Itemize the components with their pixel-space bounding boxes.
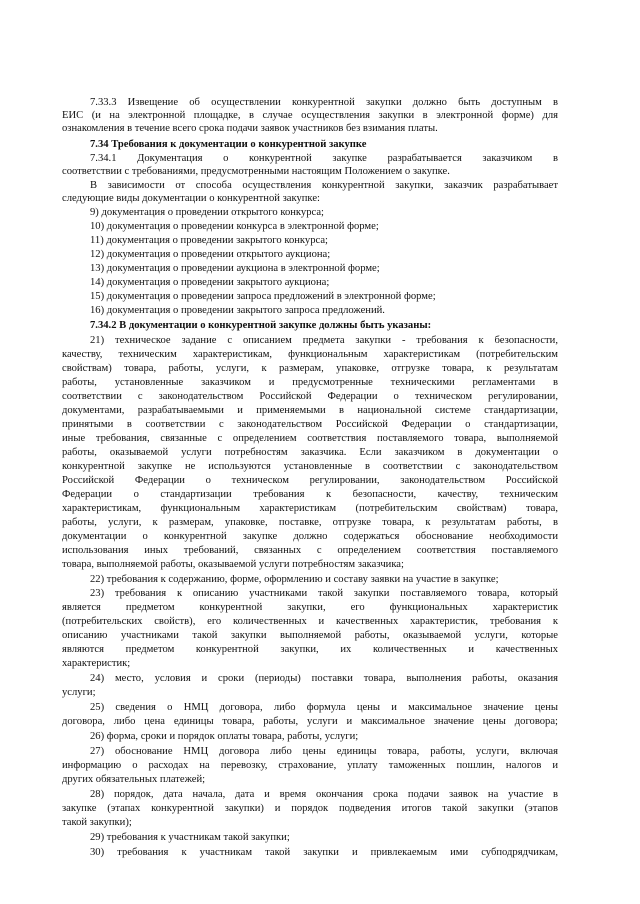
text-line: документации о конкурентной закупке должно содержаться обоснование необходимости xyxy=(62,531,558,542)
text-line: ознакомления в течение всего срока подачи заявок участников без взимания платы. xyxy=(62,123,438,134)
text-line: 7.34.1 Документация о конкурентной закупке разрабатывается заказчиком в xyxy=(90,153,558,164)
list-item: 14) документация о проведении закрытого аукциона; xyxy=(90,277,330,288)
list-item: 15) документация о проведении запроса предложений в электронной форме; xyxy=(90,291,436,302)
text-line: Федерации о стандартизации требования к безопасности, качеству, техническим xyxy=(62,489,558,500)
text-line: работы, оказываемой услуги потребностям заказчика. Если заказчиком в документации о xyxy=(62,447,558,458)
text-line: принятыми в соответствии с законодательством Российской Федерации о стандартизации, xyxy=(62,419,558,430)
list-item: 12) документация о проведении открытого аукциона; xyxy=(90,249,331,260)
list-item: 22) требования к содержанию, форме, оформлению и составу заявки на участие в закупке; xyxy=(90,574,499,585)
text-line: соответствии с требованиями, предусмотренными настоящим Положением о закупке. xyxy=(62,166,450,177)
text-line: 25) сведения о НМЦ договора, либо формула цены и максимальное значение цены xyxy=(90,702,558,713)
text-line: (потребительских свойств), его количественных и качественных характеристик, требования к xyxy=(62,616,558,627)
list-item: 13) документация о проведении аукциона в электронной форме; xyxy=(90,263,380,274)
text-line: работы, услуги, к размерам, упаковке, поставке, отгрузке товара, к результатам работы, в xyxy=(62,517,558,528)
text-line: Российской Федерации о техническом регулировании, законодательством Российской xyxy=(62,475,558,486)
text-line: такой закупки); xyxy=(62,817,132,828)
section-heading: 7.34 Требования к документации о конкурентной закупке xyxy=(90,139,367,150)
text-line: информацию о расходах на перевозку, страхование, уплату таможенных пошлин, налогов и xyxy=(62,760,558,771)
section-heading: 7.34.2 В документации о конкурентной закупке должны быть указаны: xyxy=(90,320,432,331)
text-line: качеству, техническим характеристикам, функциональным характеристикам (потребительским xyxy=(62,349,558,360)
text-line: 21) техническое задание с описанием предмета закупки - требования к безопасности, xyxy=(90,335,558,346)
text-line: характеристик; xyxy=(62,658,131,669)
list-item: 9) документация о проведении открытого конкурса; xyxy=(90,207,324,218)
text-line: описанию участниками такой закупки выполняемой работы, оказываемой услуги, которые xyxy=(62,630,558,641)
text-line: следующие виды документации о конкурентной закупке: xyxy=(62,193,320,204)
list-item: 29) требования к участникам такой закупки; xyxy=(90,832,290,843)
text-line: 27) обоснование НМЦ договора либо цены единицы товара, работы, услуги, включая xyxy=(90,746,558,757)
text-line: других обязательных платежей; xyxy=(62,774,206,785)
text-line: работы, установленные заказчиком и предусмотренные техническими регламентами в xyxy=(62,377,558,388)
text-line: являются предметом конкурентной закупки, их количественных и качественных xyxy=(62,644,558,655)
text-line: 24) место, условия и сроки (периоды) поставки товара, выполнения работы, оказания xyxy=(90,673,558,684)
list-item: 10) документация о проведении конкурса в электронной форме; xyxy=(90,221,379,232)
text-line: 23) требования к описанию участниками такой закупки поставляемого товара, который xyxy=(90,588,558,599)
text-line: услуги; xyxy=(62,687,96,698)
text-line: договора, либо цена единицы товара, работы, услуги и максимальное значение цены договора; xyxy=(62,716,558,727)
list-item: 16) документация о проведении закрытого запроса предложений. xyxy=(90,305,385,316)
text-line: закупке (этапах конкурентной закупки) и порядок подведения итогов такой закупки (этапов xyxy=(62,803,558,814)
text-line: свойствам) товара, работы, услуги, к размерам, упаковке, отгрузке товара, к результатам xyxy=(62,363,558,374)
list-item: 26) форма, сроки и порядок оплаты товара, работы, услуги; xyxy=(90,731,359,742)
text-line: 7.33.3 Извещение об осуществлении конкурентной закупки должно быть доступным в xyxy=(90,97,558,108)
text-line: конкурентной закупке не используются установленные в соответствии с законодательством xyxy=(62,461,558,472)
text-line: товара, выполняемой работы, оказываемой услуги потребностям заказчика; xyxy=(62,559,404,570)
text-line: использования иных требований, связанных с определением соответствия поставляемого xyxy=(62,545,558,556)
text-line: является предметом конкурентной закупки, его функциональных характеристик xyxy=(62,602,558,613)
text-line: характеристикам, функциональным характеристикам (потребительским свойствам) товара, xyxy=(62,503,558,514)
text-line: документами, разрабатываемыми и применяемыми в национальной системе стандартизации, xyxy=(62,405,558,416)
list-item: 11) документация о проведении закрытого конкурса; xyxy=(90,235,328,246)
text-line: соответствии с законодательством Российской Федерации о техническом регулировании, xyxy=(62,391,558,402)
text-line: ЕИС (и на электронной площадке, в случае осуществления закупки в электронной форме) для xyxy=(62,110,558,121)
text-line: В зависимости от способа осуществления конкурентной закупки, заказчик разрабатывает xyxy=(90,180,558,191)
text-line: 30) требования к участникам такой закупки и привлекаемым ими субподрядчикам, xyxy=(90,847,558,858)
text-line: 28) порядок, дата начала, дата и время окончания срока подачи заявок на участие в xyxy=(90,789,558,800)
text-line: иные требования, связанные с определением соответствия поставляемого товара, выполняемой xyxy=(62,433,558,444)
